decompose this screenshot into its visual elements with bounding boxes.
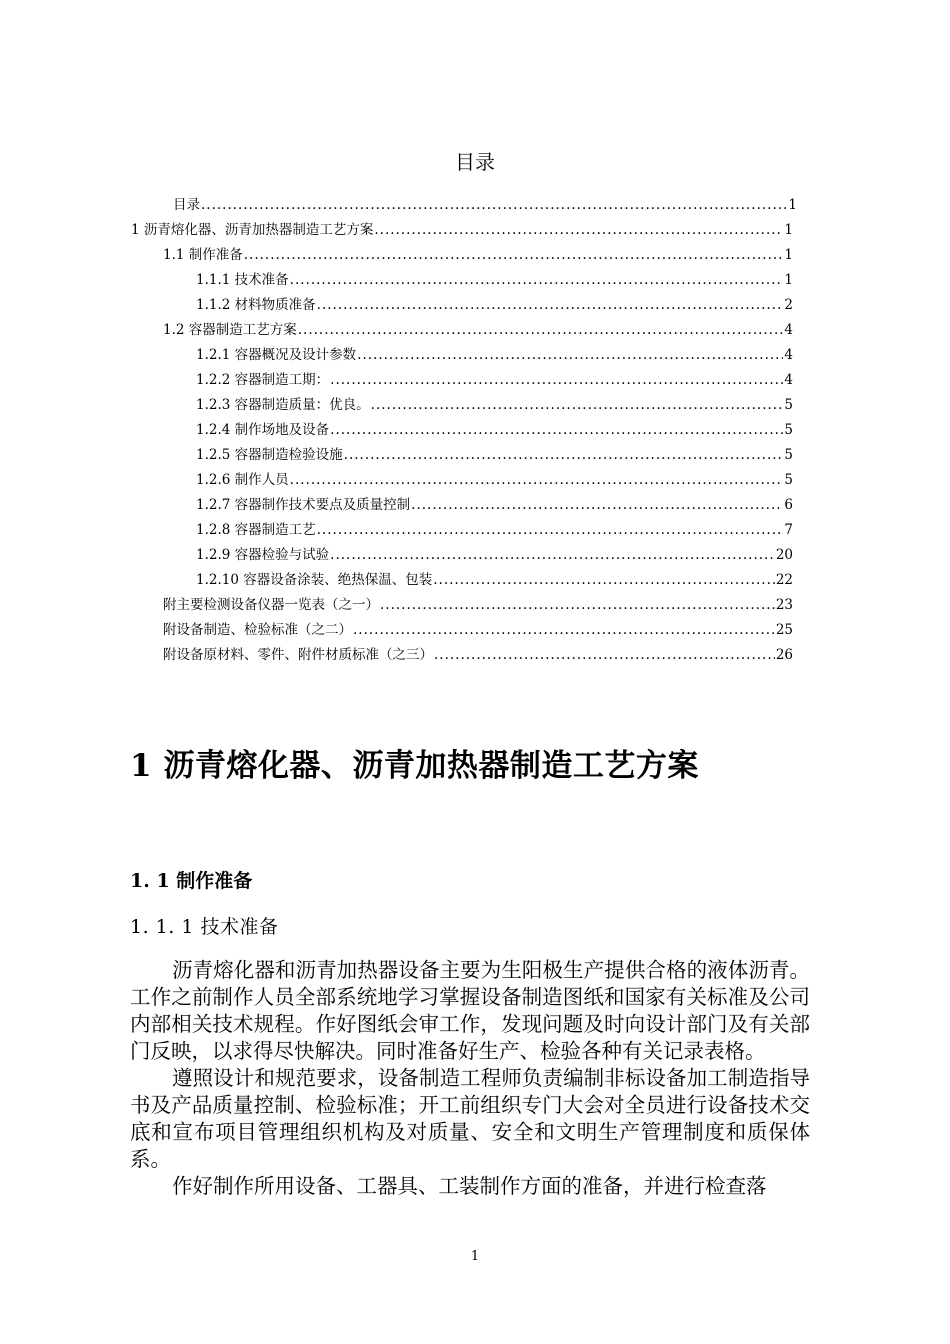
toc-leader	[330, 422, 783, 438]
toc-entry-label: 附设备制造、检验标准（之二）	[163, 622, 352, 638]
toc-leader	[244, 247, 784, 263]
toc-leader	[371, 397, 784, 413]
toc-entry[interactable]	[196, 493, 793, 513]
toc-entry[interactable]	[196, 393, 793, 413]
toc-entry-page: 20	[775, 547, 793, 563]
toc-entry[interactable]	[163, 243, 793, 263]
toc-leader	[380, 597, 775, 613]
toc-entry-label: 1.2.4 制作场地及设备	[196, 422, 330, 438]
body-text	[130, 957, 810, 1200]
toc-entry-label: 1.1.2 材料物质准备	[196, 297, 316, 313]
toc-entry-page: 5	[784, 472, 793, 488]
paragraph: 作好制作所用设备、工器具、工装制作方面的准备，并进行检查落	[172, 1174, 767, 1198]
toc-entry-page: 1	[784, 222, 793, 238]
toc-entry-label: 1.2.10 容器设备涂装、绝热保温、包装	[196, 572, 433, 588]
paragraph: 遵照设计和规范要求，设备制造工程师负责编制非标设备加工制造指导书及产品质量控制、检验标准；开工前组织专门大会对全员进行设备技术交底和宣布项目管理组织机构及对质量、安全和文明生产管理制度和质保体系。	[130, 1066, 810, 1171]
paragraph: 沥青熔化器和沥青加热器设备主要为生阳极生产提供合格的液体沥青。工作之前制作人员全部系统地学习掌握设备制造图纸和国家有关标准及公司内部相关技术规程。作好图纸会审工作，发现问题及时向设计部门及有关部门反映，以求得尽快解决。同时准备好生产、检验各种有关记录表格。	[130, 958, 810, 1063]
toc-leader	[344, 447, 784, 463]
toc-leader	[290, 272, 784, 288]
toc-leader	[353, 622, 775, 638]
toc-entry-label: 1.2.6 制作人员	[196, 472, 289, 488]
toc-entry-page: 2	[784, 297, 793, 313]
toc-entry-page: 6	[784, 497, 793, 513]
toc-entry[interactable]	[163, 643, 793, 663]
toc-entry-page: 5	[784, 422, 793, 438]
toc-leader	[330, 547, 775, 563]
toc-entry-page: 7	[784, 522, 793, 538]
toc-entry-label: 1.2.2 容器制造工期：	[196, 372, 330, 388]
toc-entry-label: 1.2.1 容器概况及设计参数	[196, 347, 357, 363]
toc-entry-page: 1	[788, 197, 797, 213]
toc-entry[interactable]	[196, 543, 793, 563]
toc-entry-label: 1.1 制作准备	[163, 247, 243, 263]
toc-entry-label: 附设备原材料、零件、附件材质标准（之三）	[163, 647, 433, 663]
toc-entry[interactable]	[196, 443, 793, 463]
toc-entry[interactable]	[173, 193, 797, 213]
toc-entry-label: 1 沥青熔化器、沥青加热器制造工艺方案	[131, 222, 374, 238]
toc-entry-page: 22	[775, 572, 793, 588]
toc-entry[interactable]	[163, 593, 793, 613]
toc-entry[interactable]	[196, 368, 793, 388]
chapter-heading: 1 沥青熔化器、沥青加热器制造工艺方案	[130, 748, 699, 784]
toc-title: 目录	[455, 150, 495, 174]
toc-leader	[434, 647, 775, 663]
toc-entry-label: 1.2.9 容器检验与试验	[196, 547, 330, 563]
toc-leader	[290, 472, 784, 488]
toc-entry-label: 1.2.7 容器制作技术要点及质量控制	[196, 497, 411, 513]
toc-entry-label: 目录	[173, 197, 200, 213]
toc-entry[interactable]	[163, 618, 793, 638]
toc-entry-page: 4	[784, 347, 793, 363]
toc-entry-page: 4	[784, 372, 793, 388]
toc-entry-page: 25	[775, 622, 793, 638]
toc-entry-page: 1	[784, 272, 793, 288]
toc-entry-page: 23	[775, 597, 793, 613]
toc-entry-label: 1.2.5 容器制造检验设施	[196, 447, 343, 463]
toc-leader	[317, 297, 784, 313]
toc-leader	[357, 347, 783, 363]
toc-entry-page: 26	[775, 647, 793, 663]
toc-entry[interactable]	[196, 418, 793, 438]
toc-entry-label: 1.2.3 容器制造质量：优良。	[196, 397, 370, 413]
toc-entry-label: 1.2 容器制造工艺方案	[163, 322, 297, 338]
toc-leader	[433, 572, 775, 588]
toc-leader	[201, 197, 787, 213]
toc-entry[interactable]	[196, 268, 793, 288]
toc-entry-page: 1	[784, 247, 793, 263]
toc-leader	[330, 372, 783, 388]
toc-entry-label: 1.1.1 技术准备	[196, 272, 289, 288]
toc-entry[interactable]	[196, 518, 793, 538]
toc-entry[interactable]	[196, 568, 793, 588]
toc-entry[interactable]	[196, 293, 793, 313]
toc-entry-page: 5	[784, 447, 793, 463]
subsection-heading: 1. 1. 1 技术准备	[130, 916, 279, 938]
toc-leader	[374, 222, 783, 238]
toc-leader	[317, 522, 784, 538]
toc-entry[interactable]	[196, 343, 793, 363]
toc-entry-label: 1.2.8 容器制造工艺	[196, 522, 316, 538]
toc-entry[interactable]	[131, 218, 793, 238]
page-number: 1	[470, 1249, 480, 1264]
toc-entry-label: 附主要检测设备仪器一览表（之一）	[163, 597, 379, 613]
toc-entry[interactable]	[163, 318, 793, 338]
toc-entry[interactable]	[196, 468, 793, 488]
toc-entry-page: 4	[784, 322, 793, 338]
toc-entry-page: 5	[784, 397, 793, 413]
toc-leader	[411, 497, 783, 513]
toc-leader	[298, 322, 784, 338]
section-heading: 1. 1 制作准备	[130, 870, 253, 892]
